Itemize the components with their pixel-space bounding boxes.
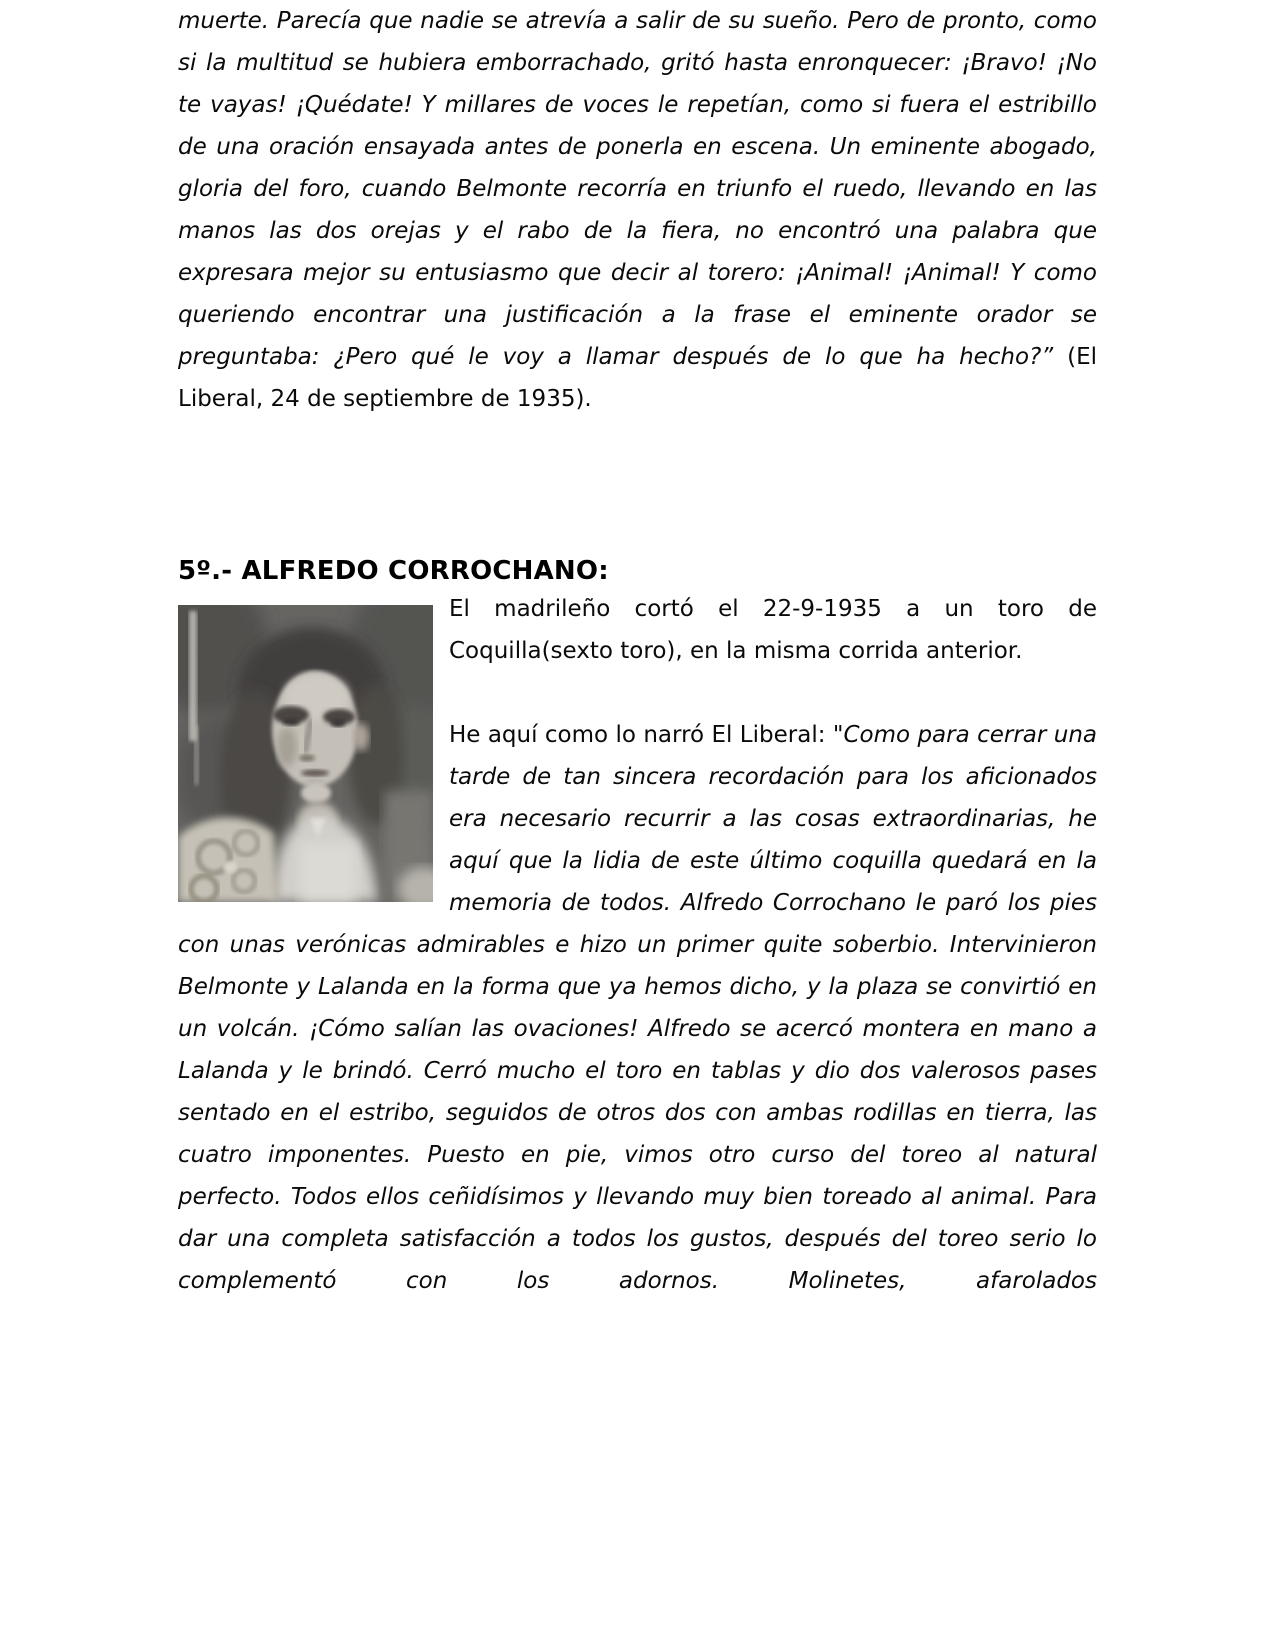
madrileno-text: El madrileño cortó el 22-9-1935 a un toro de Coquilla(sexto toro), en la misma corrida anterior.: [449, 596, 1097, 664]
bullfighter-portrait-image: [178, 605, 433, 902]
document-page: [178, 0, 1097, 1650]
madrileno-paragraph: [178, 588, 1097, 672]
narration-quote-text: "Como para cerrar una tarde de tan sincera recordación para los aficionados era necesario recurrir a las cosas extraordinarias, he aquí que la lidia de este último coquilla quedará en la memoria de todos. Alfredo Corrochano le paró los pies con unas verónicas admirables e hizo un primer quite soberbio. Intervinieron Belmonte y Lalanda en la forma que ya hemos dicho, y la plaza se convirtió en un volcán. ¡Cómo salían las ovaciones! Alfredo se acercó montera en mano a Lalanda y le brindó. Cerró mucho el toro en tablas y dio dos valerosos pases sentado en el estribo, seguidos de otros dos con ambas rodillas en tierra, las cuatro imponentes. Puesto en pie, vimos otro curso del toreo al natural perfecto. Todos ellos ceñidísimos y llevando muy bien toreado al animal. Para dar una completa satisfacción a todos los gustos, después del toreo serio lo complementó con los adornos. Molinetes, afarolados: [178, 722, 1097, 1294]
opening-quote-text: muerte. Parecía que nadie se atrevía a salir de su sueño. Pero de pronto, como si la multitud se hubiera emborrachado, gritó hasta enronquecer: ¡Bravo! ¡No te vayas! ¡Quédate! Y millares de voces le repetían, como si fuera el estribillo de una oración ensayada antes de ponerla en escena. Un eminente abogado, gloria del foro, cuando Belmonte recorría en triunfo el ruedo, llevando en las manos las dos orejas y el rabo de la fiera, no encontró una palabra que expresara mejor su entusiasmo que decir al torero: ¡Animal! ¡Animal! Y como queriendo encontrar una justificación a la frase el eminente orador se preguntaba: ¿Pero qué le voy a llamar después de lo que ha hecho?”: [178, 8, 1097, 370]
opening-paragraph: [178, 0, 1097, 420]
opening-citation-text: (El Liberal, 24 de septiembre de 1935).: [178, 344, 1097, 412]
section-heading: 5º.- ALFREDO CORROCHANO:: [178, 556, 609, 586]
narration-lead-text: He aquí como lo narró El Liberal:: [449, 722, 833, 748]
bullfighter-portrait-photo: [178, 605, 433, 902]
